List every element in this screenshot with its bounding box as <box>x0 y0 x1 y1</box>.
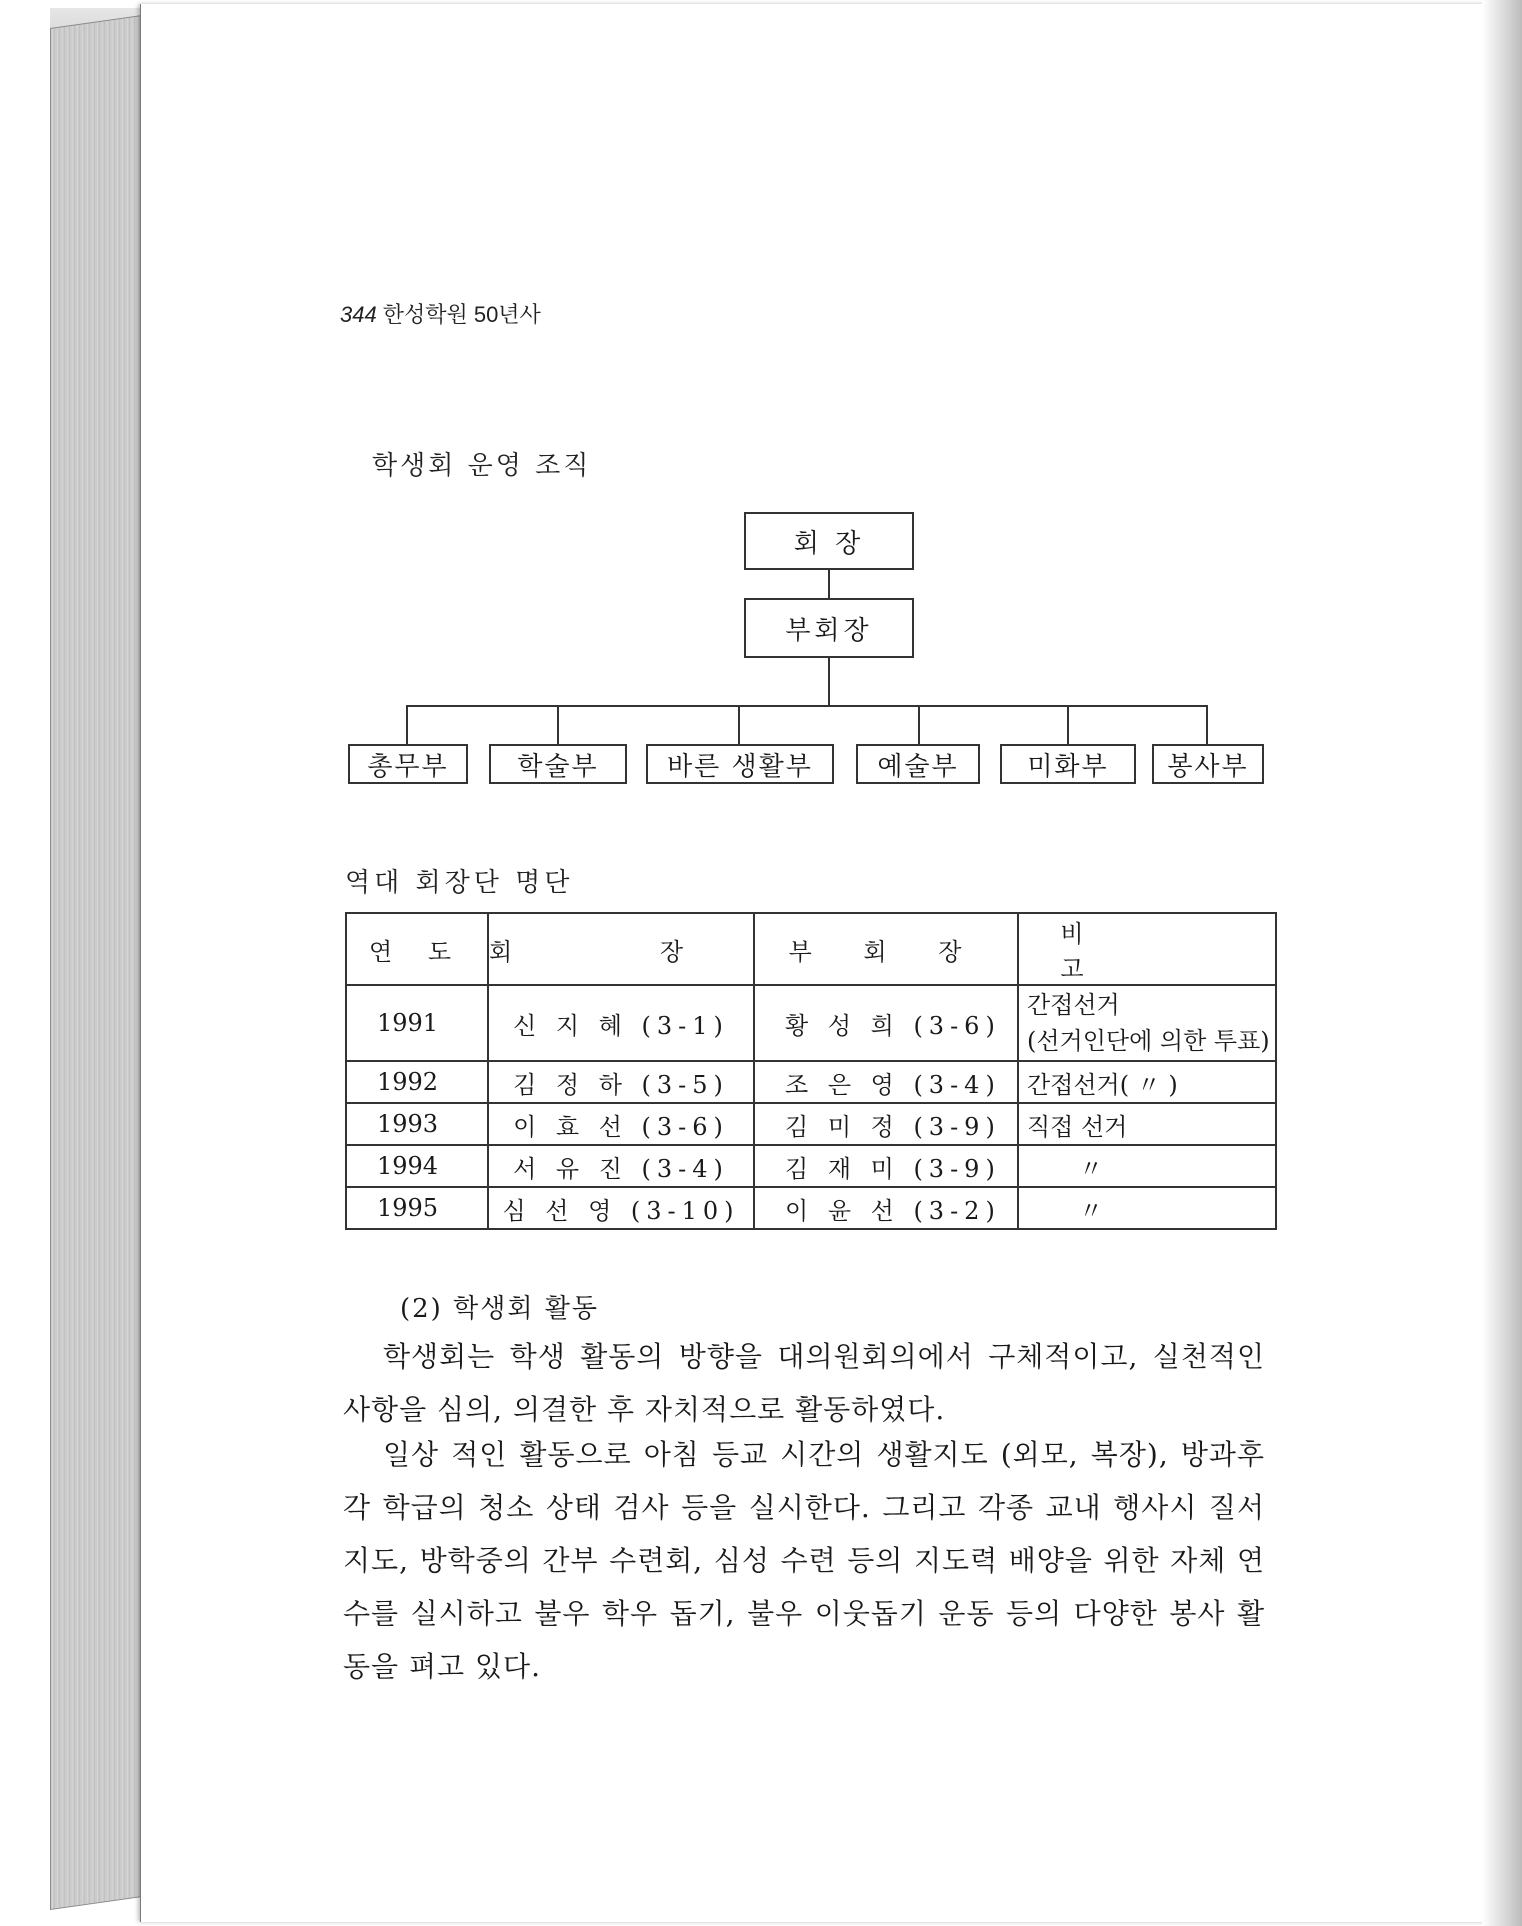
cell-note: 〃 <box>1018 1145 1276 1187</box>
col-header-note: 비 고 <box>1018 913 1276 985</box>
connector-drop <box>406 705 408 745</box>
cell-note: 직접 선거 <box>1018 1103 1276 1145</box>
cell-vice-president: 이 윤 선 (3-2) <box>754 1187 1018 1229</box>
page-number: 344 <box>340 302 377 327</box>
cell-president: 심 선 영 (3-10) <box>488 1187 754 1229</box>
table-row <box>346 1103 1276 1145</box>
col-header-year: 연 도 <box>346 913 488 985</box>
book-title: 한성학원 50년사 <box>382 302 541 327</box>
page-edge-shadow <box>1482 0 1522 1926</box>
cell-year: 1994 <box>346 1145 488 1187</box>
cell-year: 1993 <box>346 1103 488 1145</box>
cell-president: 신 지 혜 (3-1) <box>488 985 754 1061</box>
connector-bus-line <box>406 705 1208 707</box>
cell-note: 간접선거( 〃 ) <box>1018 1061 1276 1103</box>
connector-drop <box>557 705 559 745</box>
org-dept-box: 예술부 <box>856 744 980 784</box>
table-row <box>346 985 1276 1061</box>
cell-vice-president: 김 재 미 (3-9) <box>754 1145 1018 1187</box>
col-header-president: 회 장 <box>488 913 754 985</box>
connector-line <box>828 570 830 598</box>
org-dept-box: 총무부 <box>348 744 468 784</box>
activities-heading: (2) 학생회 활동 <box>400 1294 599 1324</box>
running-header <box>340 298 541 329</box>
cell-year: 1991 <box>346 985 488 1061</box>
org-dept-box: 바른 생활부 <box>646 744 834 784</box>
org-dept-box: 봉사부 <box>1152 744 1264 784</box>
cell-note <box>1018 985 1276 1061</box>
cell-vice-president: 김 미 정 (3-9) <box>754 1103 1018 1145</box>
activities-paragraph: 일상 적인 활동으로 아침 등교 시간의 생활지도 (외모, 복장), 방과후 각 학급의 청소 상태 검사 등을 실시한다. 그리고 각종 교내 행사시 질서 지도, 방학중의 간부 수련회, 심성 수련 등의 지도력 배양을 위한 자체 연수를 실시하고 불우 학우 돕기, 불우 이웃돕기 운동 등의 다양한 봉사 활동을 펴고 있다. <box>343 1438 1265 1683</box>
activities-paragraph: 학생회는 학생 활동의 방향을 대의원회의에서 구체적이고, 실천적인 사항을 심의, 의결한 후 자치적으로 활동하였다. <box>343 1340 1265 1426</box>
cell-note: 〃 <box>1018 1187 1276 1229</box>
connector-drop <box>918 705 920 745</box>
org-box-vice-president: 부회장 <box>744 598 914 658</box>
roster-title: 역대 회장단 명단 <box>345 868 574 898</box>
connector-drop <box>1206 705 1208 745</box>
connector-drop <box>1067 705 1069 745</box>
cell-president: 김 정 하 (3-5) <box>488 1061 754 1103</box>
roster-table <box>345 912 1277 1230</box>
cell-year: 1995 <box>346 1187 488 1229</box>
col-header-vice-president: 부 회 장 <box>754 913 1018 985</box>
connector-drop <box>738 705 740 745</box>
org-dept-box: 미화부 <box>1000 744 1136 784</box>
cell-year: 1992 <box>346 1061 488 1103</box>
cell-president: 서 유 진 (3-4) <box>488 1145 754 1187</box>
cell-vice-president: 황 성 희 (3-6) <box>754 985 1018 1061</box>
note-line: 간접선거 <box>1027 991 1120 1019</box>
table-row <box>346 1061 1276 1103</box>
connector-line <box>828 658 830 706</box>
table-header-row <box>346 913 1276 985</box>
table-row <box>346 1145 1276 1187</box>
org-dept-box: 학술부 <box>489 744 627 784</box>
note-line: (선거인단에 의한 투표) <box>1027 1027 1270 1055</box>
cell-president: 이 효 선 (3-6) <box>488 1103 754 1145</box>
org-chart-title: 학생회 운영 조직 <box>372 451 592 481</box>
cell-vice-president: 조 은 영 (3-4) <box>754 1061 1018 1103</box>
table-row <box>346 1187 1276 1229</box>
org-box-president: 회 장 <box>744 512 914 570</box>
